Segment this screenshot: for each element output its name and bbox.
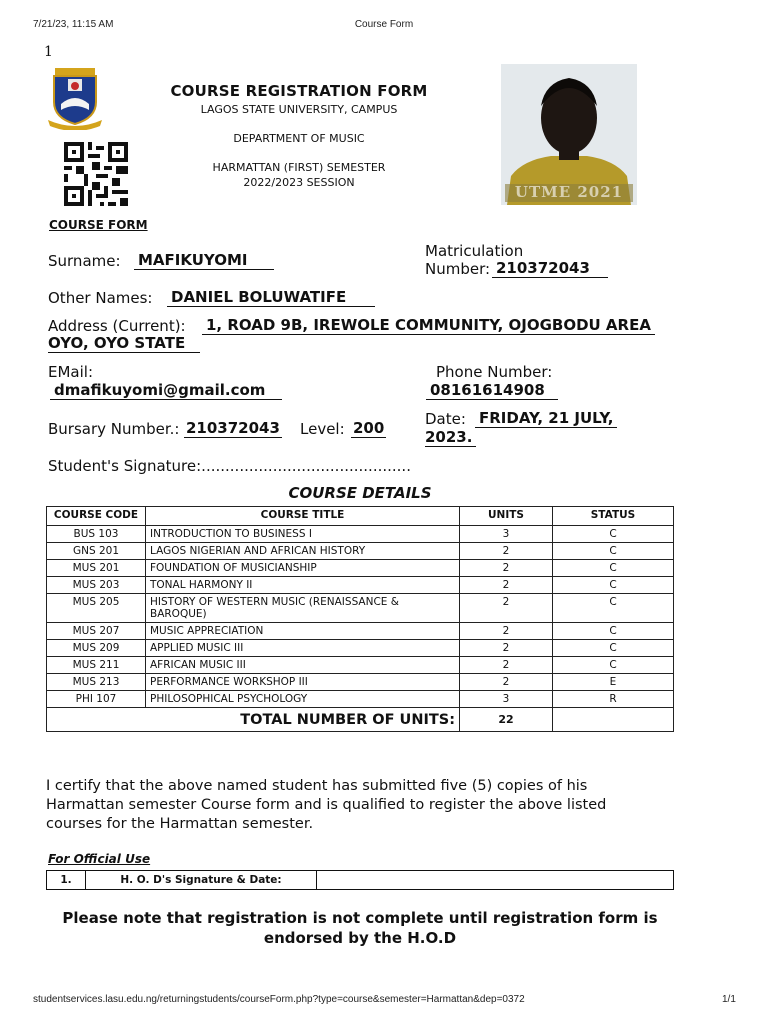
other-names-label: Other Names:	[48, 289, 153, 307]
course-title-cell: HISTORY OF WESTERN MUSIC (RENAISSANCE & BAROQUE)	[146, 594, 460, 623]
course-units-cell: 2	[460, 623, 553, 640]
course-status-cell: C	[553, 526, 674, 543]
table-row	[47, 657, 674, 674]
surname-label: Surname:	[48, 252, 121, 270]
registration-note: Please note that registration is not complete until registration form is endorsed by the H.O.D	[62, 909, 658, 947]
course-status-cell: C	[553, 640, 674, 657]
address-line1: 1, ROAD 9B, IREWOLE COMMUNITY, OJOGBODU AREA	[202, 316, 655, 335]
course-code-cell: MUS 205	[47, 594, 146, 623]
course-units-cell: 2	[460, 640, 553, 657]
course-status-cell: C	[553, 594, 674, 623]
section-label: COURSE FORM	[49, 218, 148, 232]
email-value: dmafikuyomi@gmail.com	[50, 381, 282, 400]
course-code-cell: MUS 207	[47, 623, 146, 640]
course-title-cell: LAGOS NIGERIAN AND AFRICAN HISTORY	[146, 543, 460, 560]
course-status-cell: C	[553, 623, 674, 640]
print-page-title: Course Form	[354, 19, 414, 30]
certification-text: I certify that the above named student has submitted five (5) copies of his Harmattan semester Course form and is qualified to register the above listed courses for the Harmattan semester.	[46, 778, 607, 832]
photo-stamp: UTME 2021	[514, 183, 624, 201]
column-header: STATUS	[553, 507, 674, 526]
page-marker: 1	[44, 44, 53, 60]
table-row	[47, 543, 674, 560]
print-url: studentservices.lasu.edu.ng/returningstudents/courseForm.php?type=course&semester=Harmattan&dep=0372	[33, 994, 525, 1005]
print-page-number: 1/1	[722, 994, 736, 1005]
course-status-cell: C	[553, 543, 674, 560]
course-title-cell: PERFORMANCE WORKSHOP III	[146, 674, 460, 691]
course-units-cell: 2	[460, 594, 553, 623]
course-code-cell: BUS 103	[47, 526, 146, 543]
date-line1: FRIDAY, 21 JULY,	[475, 409, 617, 428]
table-row	[47, 560, 674, 577]
table-header-row	[47, 507, 674, 526]
total-units: 22	[460, 708, 553, 732]
course-status-cell: C	[553, 577, 674, 594]
course-units-cell: 2	[460, 657, 553, 674]
address-line2: OYO, OYO STATE	[48, 334, 200, 353]
level-value: 200	[353, 419, 385, 437]
course-units-cell: 2	[460, 674, 553, 691]
course-title-cell: AFRICAN MUSIC III	[146, 657, 460, 674]
course-code-cell: PHI 107	[47, 691, 146, 708]
bursary-value: 210372043	[186, 419, 280, 437]
student-signature-line: Student's Signature:............................................	[48, 457, 411, 475]
course-code-cell: GNS 201	[47, 543, 146, 560]
print-datetime: 7/21/23, 11:15 AM	[33, 19, 114, 30]
phone-value: 08161614908	[426, 381, 558, 400]
session-name: 2022/2023 SESSION	[243, 176, 355, 189]
form-title: COURSE REGISTRATION FORM	[170, 82, 428, 100]
course-units-cell: 3	[460, 526, 553, 543]
course-status-cell: E	[553, 674, 674, 691]
course-code-cell: MUS 203	[47, 577, 146, 594]
course-code-cell: MUS 211	[47, 657, 146, 674]
surname-value: MAFIKUYOMI	[134, 251, 274, 270]
course-details-heading: COURSE DETAILS	[288, 484, 432, 502]
course-code-cell: MUS 213	[47, 674, 146, 691]
course-units-cell: 2	[460, 560, 553, 577]
table-row	[47, 526, 674, 543]
official-use-heading: For Official Use	[48, 852, 151, 866]
course-title-cell: INTRODUCTION TO BUSINESS I	[146, 526, 460, 543]
semester-name: HARMATTAN (FIRST) SEMESTER	[212, 161, 386, 174]
course-title-cell: FOUNDATION OF MUSICIANSHIP	[146, 560, 460, 577]
table-row	[47, 691, 674, 708]
column-header: COURSE CODE	[47, 507, 146, 526]
course-code-cell: MUS 209	[47, 640, 146, 657]
table-row	[47, 674, 674, 691]
official-row-number: 1.	[47, 871, 86, 890]
hod-signature-field	[317, 871, 674, 890]
matric-value: 210372043	[492, 259, 608, 278]
student-passport-photo	[501, 64, 637, 205]
course-title-cell: APPLIED MUSIC III	[146, 640, 460, 657]
university-name: LAGOS STATE UNIVERSITY, CAMPUS	[200, 103, 398, 116]
course-units-cell: 2	[460, 543, 553, 560]
table-row	[47, 623, 674, 640]
email-label: EMail:	[48, 363, 93, 381]
course-title-cell: PHILOSOPHICAL PSYCHOLOGY	[146, 691, 460, 708]
phone-label: Phone Number:	[436, 363, 553, 381]
date-label: Date:	[425, 410, 466, 428]
column-header: UNITS	[460, 507, 553, 526]
course-code-cell: MUS 201	[47, 560, 146, 577]
table-row	[47, 640, 674, 657]
course-units-cell: 3	[460, 691, 553, 708]
address-label: Address (Current):	[48, 317, 186, 335]
bursary-label: Bursary Number.:	[48, 420, 180, 438]
course-status-cell: R	[553, 691, 674, 708]
total-empty-cell	[553, 708, 674, 732]
official-use-table	[46, 870, 674, 890]
matric-label-line2: Number:	[425, 260, 491, 278]
course-title-cell: TONAL HARMONY II	[146, 577, 460, 594]
course-status-cell: C	[553, 560, 674, 577]
qr-code-icon	[64, 142, 128, 206]
date-line2: 2023.	[425, 428, 476, 447]
total-label: TOTAL NUMBER OF UNITS:	[47, 708, 460, 732]
table-row	[47, 594, 674, 623]
table-row	[47, 577, 674, 594]
other-names-value: DANIEL BOLUWATIFE	[167, 288, 375, 307]
course-table	[46, 506, 674, 732]
course-units-cell: 2	[460, 577, 553, 594]
hod-signature-label: H. O. D's Signature & Date:	[86, 871, 317, 890]
total-row	[47, 708, 674, 732]
department-name: DEPARTMENT OF MUSIC	[233, 132, 365, 145]
matric-label-line1: Matriculation	[425, 242, 524, 260]
course-title-cell: MUSIC APPRECIATION	[146, 623, 460, 640]
university-crest-logo	[46, 66, 104, 130]
column-header: COURSE TITLE	[146, 507, 460, 526]
course-status-cell: C	[553, 657, 674, 674]
official-use-row	[47, 871, 674, 890]
level-label: Level:	[300, 420, 345, 438]
